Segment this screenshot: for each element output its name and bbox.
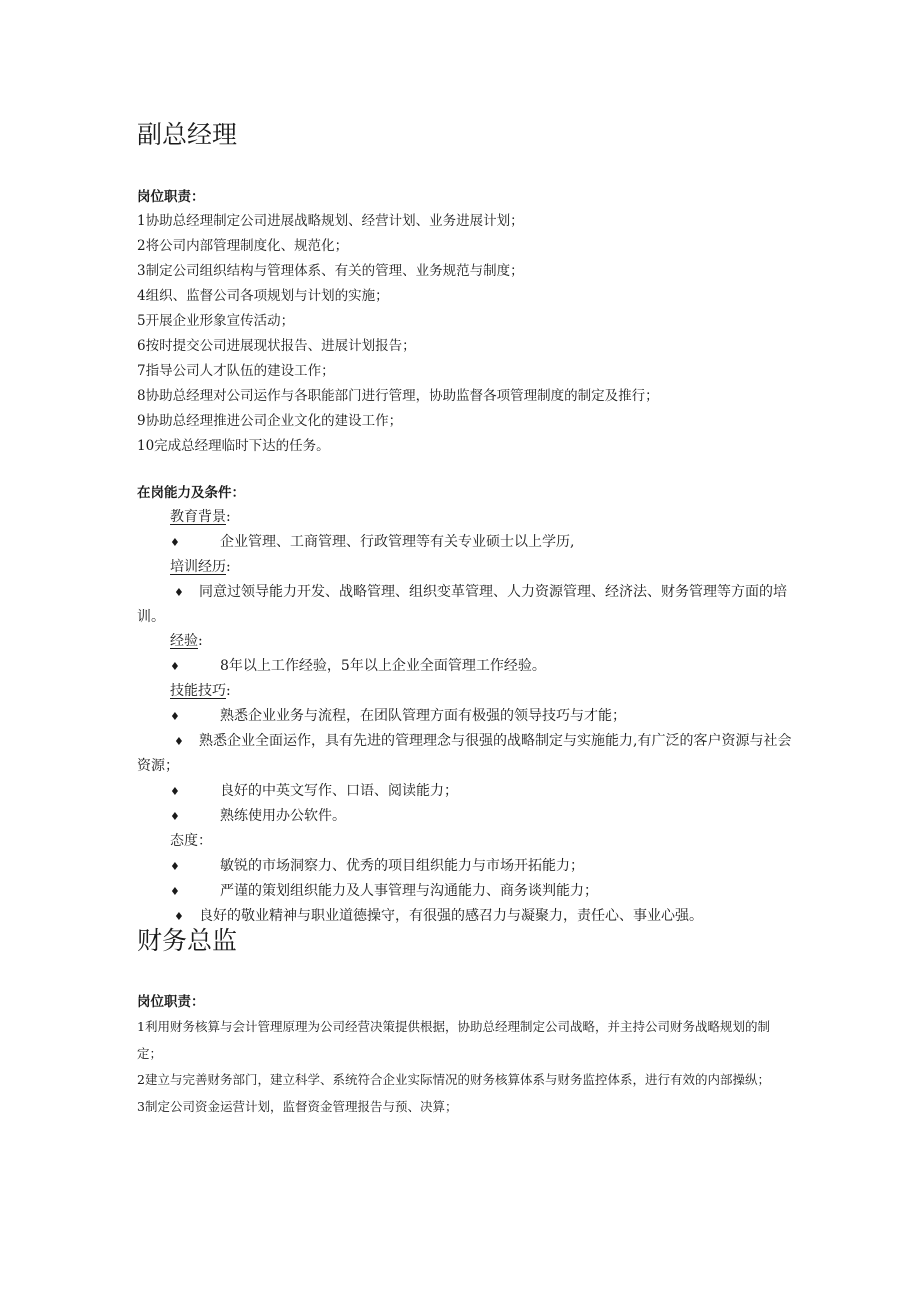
list-item: 1协助总经理制定公司进展战略规划、经营计划、业务进展计划；	[137, 213, 524, 229]
duty-list-cfo	[137, 1014, 792, 1120]
bullet-text: 良好的敬业精神与职业道德操守，有很强的感召力与凝聚力，责任心、事业心强。	[199, 908, 703, 924]
section-title-cfo: 财务总监	[137, 926, 238, 955]
bullet-text: 良好的中英文写作、口语、阅读能力；	[220, 783, 458, 799]
experience-heading	[170, 629, 203, 654]
education-heading	[170, 505, 231, 530]
education-heading-text: 教育背景	[170, 509, 226, 525]
duties-label: 岗位职责：	[137, 189, 205, 205]
bullet-text: 熟悉企业业务与流程，在团队管理方面有极强的领导技巧与才能；	[220, 708, 626, 724]
education-heading-colon: :	[226, 509, 231, 525]
list-item: 2将公司内部管理制度化、规范化；	[137, 238, 349, 254]
training-heading	[170, 555, 231, 580]
training-heading-text: 培训经历	[170, 559, 226, 575]
qualifications-label: 在岗能力及条件：	[137, 485, 245, 501]
skills-heading-text: 技能技巧	[170, 683, 226, 699]
bullet-text: 敏锐的市场洞察力、优秀的项目组织能力与市场开拓能力；	[220, 858, 584, 874]
list-item: 9协助总经理推进公司企业文化的建设工作；	[137, 413, 403, 429]
training-item	[137, 580, 797, 630]
skills-heading	[170, 679, 231, 704]
attitude-heading: 态度：	[170, 833, 212, 849]
list-item: 5开展企业形象宣传活动；	[137, 313, 295, 329]
bullet-text: 同意过领导能力开发、战略管理、组织变革管理、人力资源管理、经济法、财务管理等方面的培训。	[137, 584, 787, 625]
bullet-text: 熟悉企业全面运作，具有先进的管理理念与很强的战略制定与实施能力,有广泛的客户资源与社会资源；	[137, 733, 792, 774]
skills-item	[137, 729, 797, 779]
duty-list-vice-gm	[137, 209, 659, 459]
bullet-text: 严谨的策划组织能力及人事管理与沟通能力、商务谈判能力；	[220, 883, 598, 899]
bullet-text: 企业管理、工商管理、行政管理等有关专业硕士以上学历,	[220, 534, 575, 550]
experience-heading-colon: :	[198, 633, 203, 649]
diamond-bullet-icon: ♦	[170, 785, 180, 798]
list-item: 8协助总经理对公司运作与各职能部门进行管理，协助监督各项管理制度的制定及推行；	[137, 388, 659, 404]
diamond-bullet-icon: ♦	[170, 810, 180, 823]
diamond-bullet-icon: ♦	[170, 860, 180, 873]
list-item: 7指导公司人才队伍的建设工作；	[137, 363, 335, 379]
list-item: 4组织、监督公司各项规划与计划的实施；	[137, 288, 389, 304]
experience-heading-text: 经验	[170, 633, 198, 649]
training-heading-colon: :	[226, 559, 231, 575]
bullet-text: 8年以上工作经验，5年以上企业全面管理工作经验。	[220, 658, 546, 674]
diamond-bullet-icon: ♦	[170, 660, 180, 673]
section-title-vice-gm: 副总经理	[137, 120, 238, 149]
diamond-bullet-icon: ♦	[170, 885, 180, 898]
diamond-bullet-icon: ♦	[174, 586, 184, 599]
duties-label: 岗位职责：	[137, 994, 205, 1010]
list-item: 10完成总经理临时下达的任务。	[137, 438, 330, 454]
skills-heading-colon: :	[226, 683, 231, 699]
diamond-bullet-icon: ♦	[174, 735, 184, 748]
diamond-bullet-icon: ♦	[170, 536, 180, 549]
list-item: 2建立与完善财务部门，建立科学、系统符合企业实际情况的财务核算体系与财务监控体系，进行有效的内部操纵；	[137, 1072, 770, 1087]
diamond-bullet-icon: ♦	[170, 710, 180, 723]
list-item: 3制定公司组织结构与管理体系、有关的管理、业务规范与制度；	[137, 263, 524, 279]
bullet-text: 熟练使用办公软件。	[220, 808, 346, 824]
list-item: 6按时提交公司进展现状报告、进展计划报告；	[137, 338, 416, 354]
list-item: 3制定公司资金运营计划，监督资金管理报告与预、决算；	[137, 1098, 458, 1114]
diamond-bullet-icon: ♦	[174, 910, 184, 923]
list-item: 1利用财务核算与会计管理原理为公司经营决策提供根据，协助总经理制定公司战略，并主持公司财务战略规划的制定；	[137, 1019, 770, 1061]
